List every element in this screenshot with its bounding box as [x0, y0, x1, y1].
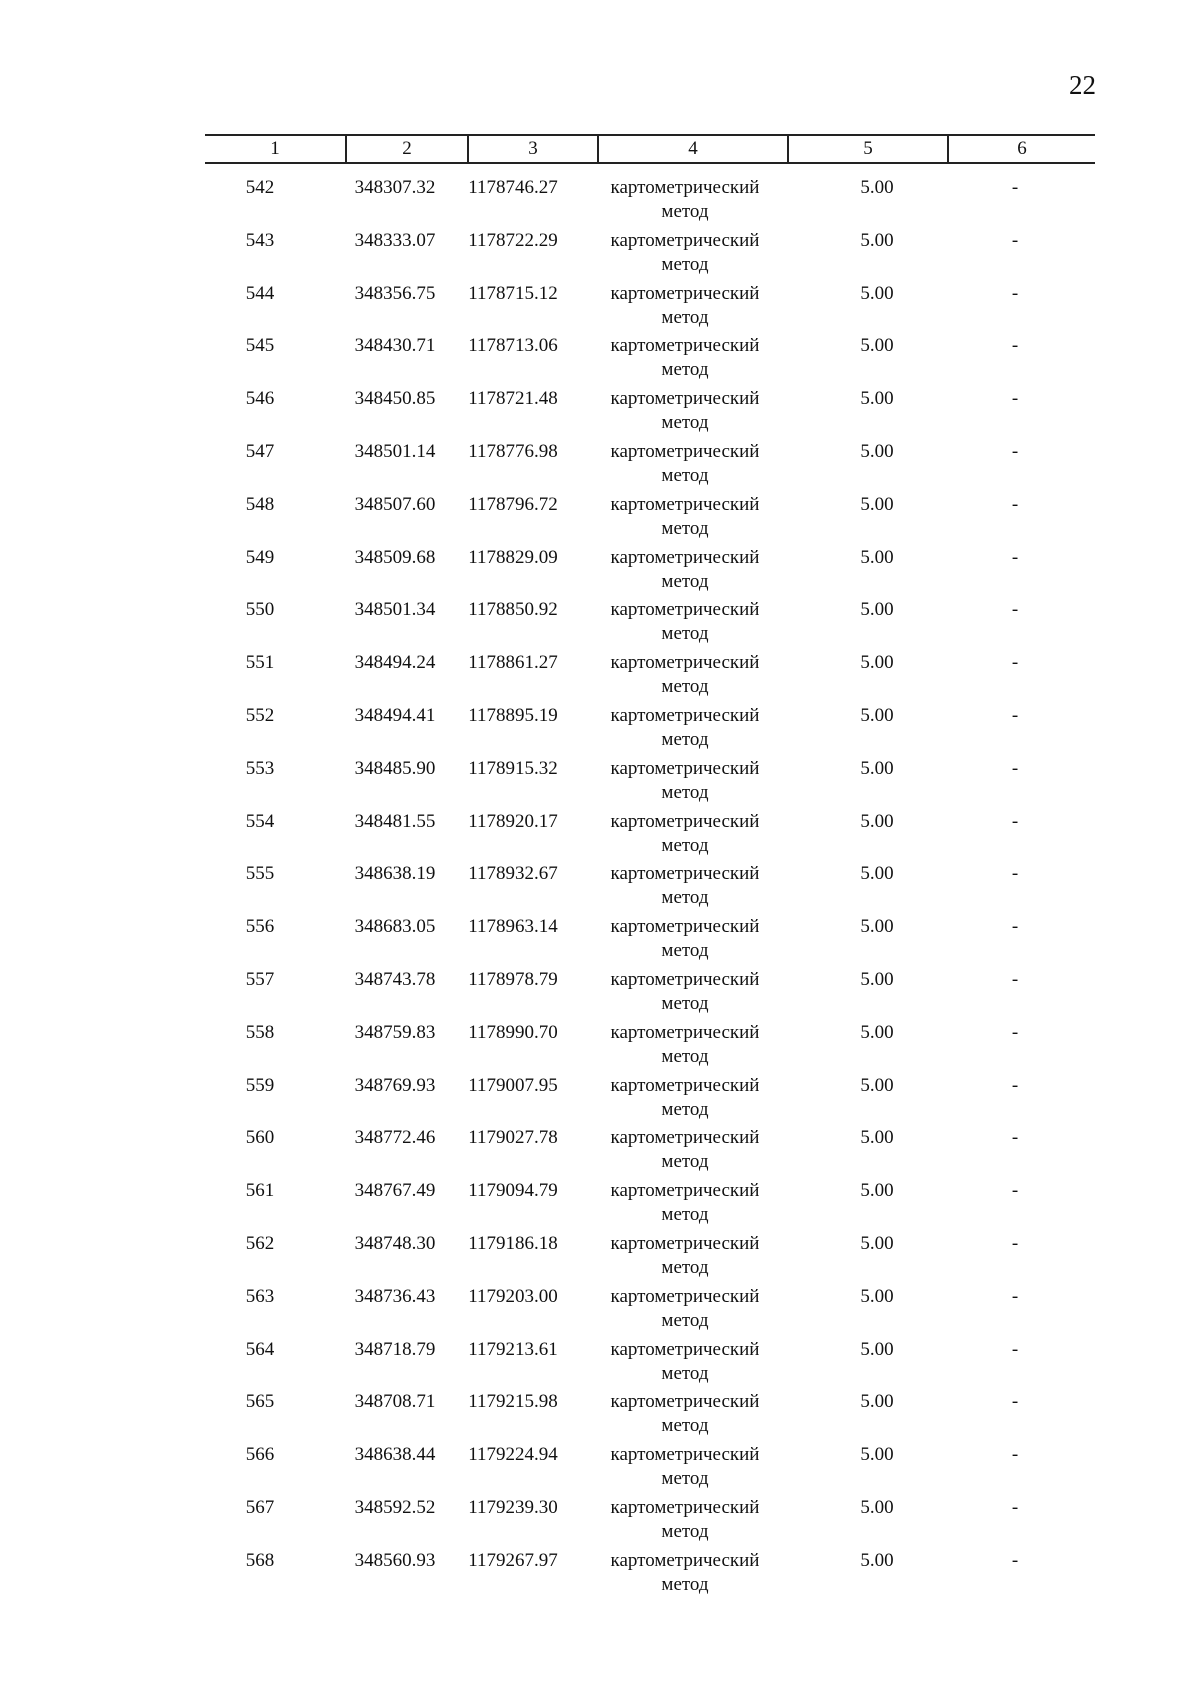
table-row: [205, 1443, 1095, 1496]
x-coordinate-cell: 348759.83: [354, 1021, 436, 1043]
accuracy-cell: 5.00: [860, 1496, 894, 1518]
point-number-cell: 546: [245, 388, 275, 410]
header-col-4: 4: [688, 138, 698, 159]
x-coordinate-cell: 348592.52: [354, 1496, 436, 1518]
y-coordinate-cell: 1178713.06: [468, 335, 558, 357]
x-coordinate-cell: 348509.68: [354, 546, 436, 568]
point-number-cell: 544: [245, 282, 275, 304]
point-number-cell: 550: [245, 599, 275, 621]
point-number-cell: 563: [245, 1285, 275, 1307]
method-cell: картометрический метод: [610, 1338, 760, 1384]
table-row: [205, 810, 1095, 863]
point-number-cell: 562: [245, 1232, 275, 1254]
method-cell: картометрический метод: [610, 968, 760, 1014]
method-cell: картометрический метод: [610, 1391, 760, 1437]
y-coordinate-cell: 1179215.98: [468, 1391, 558, 1413]
x-coordinate-cell: 348683.05: [354, 916, 436, 938]
method-cell: картометрический метод: [610, 282, 760, 328]
table-row: [205, 176, 1095, 229]
x-coordinate-cell: 348485.90: [354, 757, 436, 779]
point-number-cell: 554: [245, 810, 275, 832]
y-coordinate-cell: 1178978.79: [468, 968, 558, 990]
accuracy-cell: 5.00: [860, 282, 894, 304]
accuracy-cell: 5.00: [860, 229, 894, 251]
note-cell: -: [1011, 1021, 1019, 1043]
table-row: [205, 1021, 1095, 1074]
method-cell: картометрический метод: [610, 1285, 760, 1331]
y-coordinate-cell: 1178861.27: [468, 652, 558, 674]
accuracy-cell: 5.00: [860, 440, 894, 462]
method-cell: картометрический метод: [610, 1232, 760, 1278]
note-cell: -: [1011, 704, 1019, 726]
point-number-cell: 564: [245, 1338, 275, 1360]
point-number-cell: 559: [245, 1074, 275, 1096]
y-coordinate-cell: 1179094.79: [468, 1180, 558, 1202]
x-coordinate-cell: 348769.93: [354, 1074, 436, 1096]
y-coordinate-cell: 1179203.00: [468, 1285, 558, 1307]
table-row: [205, 546, 1095, 599]
y-coordinate-cell: 1178850.92: [468, 599, 558, 621]
y-coordinate-cell: 1179267.97: [468, 1549, 558, 1571]
accuracy-cell: 5.00: [860, 757, 894, 779]
table-row: [205, 1074, 1095, 1127]
table-row: [205, 968, 1095, 1021]
y-coordinate-cell: 1178963.14: [468, 916, 558, 938]
note-cell: -: [1011, 388, 1019, 410]
x-coordinate-cell: 348718.79: [354, 1338, 436, 1360]
x-coordinate-cell: 348748.30: [354, 1232, 436, 1254]
note-cell: -: [1011, 916, 1019, 938]
point-number-cell: 558: [245, 1021, 275, 1043]
y-coordinate-cell: 1179007.95: [468, 1074, 558, 1096]
y-coordinate-cell: 1178932.67: [468, 863, 558, 885]
point-number-cell: 553: [245, 757, 275, 779]
method-cell: картометрический метод: [610, 1074, 760, 1120]
accuracy-cell: 5.00: [860, 599, 894, 621]
table-row: [205, 1496, 1095, 1549]
method-cell: картометрический метод: [610, 1180, 760, 1226]
accuracy-cell: 5.00: [860, 388, 894, 410]
point-number-cell: 555: [245, 863, 275, 885]
x-coordinate-cell: 348307.32: [354, 177, 436, 198]
y-coordinate-cell: 1178920.17: [468, 810, 558, 832]
note-cell: -: [1011, 546, 1019, 568]
y-coordinate-cell: 1178721.48: [468, 388, 558, 410]
y-coordinate-cell: 1178746.27: [468, 177, 558, 198]
note-cell: -: [1011, 1391, 1019, 1413]
point-number-cell: 545: [245, 335, 275, 357]
y-coordinate-cell: 1179224.94: [468, 1444, 558, 1466]
note-cell: -: [1011, 1496, 1019, 1518]
accuracy-cell: 5.00: [860, 1391, 894, 1413]
note-cell: -: [1011, 863, 1019, 885]
table-body: [205, 176, 1095, 1602]
method-cell: картометрический метод: [610, 1021, 760, 1067]
point-number-cell: 567: [245, 1496, 275, 1518]
x-coordinate-cell: 348638.19: [354, 863, 436, 885]
table-row: [205, 440, 1095, 493]
accuracy-cell: 5.00: [860, 1021, 894, 1043]
table-row: [205, 493, 1095, 546]
accuracy-cell: 5.00: [860, 968, 894, 990]
note-cell: -: [1011, 335, 1019, 357]
table-row: [205, 1232, 1095, 1285]
table-row: [205, 1549, 1095, 1602]
point-number-cell: 566: [245, 1444, 275, 1466]
y-coordinate-cell: 1179027.78: [468, 1127, 558, 1149]
x-coordinate-cell: 348708.71: [354, 1391, 436, 1413]
y-coordinate-cell: 1178796.72: [468, 493, 558, 515]
x-coordinate-cell: 348501.34: [354, 599, 436, 621]
table-row: [205, 1179, 1095, 1232]
y-coordinate-cell: 1178776.98: [468, 440, 558, 462]
x-coordinate-cell: 348333.07: [354, 229, 436, 251]
accuracy-cell: 5.00: [860, 1338, 894, 1360]
method-cell: картометрический метод: [610, 863, 760, 909]
point-number-cell: 542: [245, 177, 275, 198]
table-row: [205, 229, 1095, 282]
table-row: [205, 1390, 1095, 1443]
x-coordinate-cell: 348767.49: [354, 1180, 436, 1202]
method-cell: картометрический метод: [610, 652, 760, 698]
table-header: [205, 134, 1095, 164]
method-cell: картометрический метод: [610, 1549, 760, 1595]
y-coordinate-cell: 1178990.70: [468, 1021, 558, 1043]
accuracy-cell: 5.00: [860, 546, 894, 568]
point-number-cell: 551: [245, 652, 275, 674]
method-cell: картометрический метод: [610, 1127, 760, 1173]
accuracy-cell: 5.00: [860, 1232, 894, 1254]
table-row: [205, 387, 1095, 440]
table-row: [205, 282, 1095, 335]
method-cell: картометрический метод: [610, 388, 760, 434]
accuracy-cell: 5.00: [860, 1444, 894, 1466]
note-cell: -: [1011, 599, 1019, 621]
point-number-cell: 561: [245, 1180, 275, 1202]
table-row: [205, 915, 1095, 968]
x-coordinate-cell: 348494.24: [354, 652, 436, 674]
note-cell: -: [1011, 1444, 1019, 1466]
table-row: [205, 862, 1095, 915]
table-row: [205, 598, 1095, 651]
point-number-cell: 565: [245, 1391, 275, 1413]
x-coordinate-cell: 348430.71: [354, 335, 436, 357]
note-cell: -: [1011, 810, 1019, 832]
method-cell: картометрический метод: [610, 810, 760, 856]
x-coordinate-cell: 348501.14: [354, 440, 436, 462]
accuracy-cell: 5.00: [860, 177, 894, 198]
table-row: [205, 651, 1095, 704]
x-coordinate-cell: 348638.44: [354, 1444, 436, 1466]
x-coordinate-cell: 348356.75: [354, 282, 436, 304]
accuracy-cell: 5.00: [860, 704, 894, 726]
method-cell: картометрический метод: [610, 177, 760, 222]
x-coordinate-cell: 348743.78: [354, 968, 436, 990]
method-cell: картометрический метод: [610, 493, 760, 539]
x-coordinate-cell: 348481.55: [354, 810, 436, 832]
x-coordinate-cell: 348450.85: [354, 388, 436, 410]
note-cell: -: [1011, 1180, 1019, 1202]
y-coordinate-cell: 1179186.18: [468, 1232, 558, 1254]
y-coordinate-cell: 1178895.19: [468, 704, 558, 726]
note-cell: -: [1011, 229, 1019, 251]
point-number-cell: 552: [245, 704, 275, 726]
y-coordinate-cell: 1178722.29: [468, 229, 558, 251]
accuracy-cell: 5.00: [860, 335, 894, 357]
table-row: [205, 704, 1095, 757]
method-cell: картометрический метод: [610, 916, 760, 962]
point-number-cell: 556: [245, 916, 275, 938]
table-row: [205, 1285, 1095, 1338]
header-col-2: 2: [402, 138, 412, 159]
point-number-cell: 557: [245, 968, 275, 990]
y-coordinate-cell: 1178915.32: [468, 757, 558, 779]
point-number-cell: 548: [245, 493, 275, 515]
y-coordinate-cell: 1179213.61: [468, 1338, 558, 1360]
method-cell: картометрический метод: [610, 440, 760, 486]
method-cell: картометрический метод: [610, 704, 760, 750]
accuracy-cell: 5.00: [860, 863, 894, 885]
method-cell: картометрический метод: [610, 546, 760, 592]
method-cell: картометрический метод: [610, 335, 760, 381]
accuracy-cell: 5.00: [860, 1549, 894, 1571]
note-cell: -: [1011, 1285, 1019, 1307]
note-cell: -: [1011, 1338, 1019, 1360]
coordinates-table: [205, 134, 1095, 1602]
accuracy-cell: 5.00: [860, 652, 894, 674]
note-cell: -: [1011, 440, 1019, 462]
note-cell: -: [1011, 1232, 1019, 1254]
note-cell: -: [1011, 1074, 1019, 1096]
y-coordinate-cell: 1178829.09: [468, 546, 558, 568]
method-cell: картометрический метод: [610, 599, 760, 645]
table-row: [205, 1338, 1095, 1391]
method-cell: картометрический метод: [610, 757, 760, 803]
page-number: 22: [1069, 70, 1096, 100]
header-col-5: 5: [863, 138, 873, 159]
header-col-3: 3: [528, 138, 538, 159]
x-coordinate-cell: 348736.43: [354, 1285, 436, 1307]
note-cell: -: [1011, 652, 1019, 674]
method-cell: картометрический метод: [610, 1444, 760, 1490]
note-cell: -: [1011, 1127, 1019, 1149]
table-row: [205, 757, 1095, 810]
x-coordinate-cell: 348560.93: [354, 1549, 436, 1571]
note-cell: -: [1011, 968, 1019, 990]
note-cell: -: [1011, 177, 1019, 198]
x-coordinate-cell: 348494.41: [354, 704, 436, 726]
y-coordinate-cell: 1179239.30: [468, 1496, 558, 1518]
accuracy-cell: 5.00: [860, 1285, 894, 1307]
accuracy-cell: 5.00: [860, 810, 894, 832]
note-cell: -: [1011, 1549, 1019, 1571]
method-cell: картометрический метод: [610, 1496, 760, 1542]
accuracy-cell: 5.00: [860, 1180, 894, 1202]
accuracy-cell: 5.00: [860, 916, 894, 938]
table-row: [205, 1126, 1095, 1179]
accuracy-cell: 5.00: [860, 1074, 894, 1096]
header-col-1: 1: [270, 138, 280, 159]
x-coordinate-cell: 348507.60: [354, 493, 436, 515]
accuracy-cell: 5.00: [860, 1127, 894, 1149]
note-cell: -: [1011, 757, 1019, 779]
point-number-cell: 568: [245, 1549, 275, 1571]
accuracy-cell: 5.00: [860, 493, 894, 515]
y-coordinate-cell: 1178715.12: [468, 282, 558, 304]
x-coordinate-cell: 348772.46: [354, 1127, 436, 1149]
point-number-cell: 547: [245, 440, 275, 462]
table-row: [205, 334, 1095, 387]
note-cell: -: [1011, 493, 1019, 515]
method-cell: картометрический метод: [610, 229, 760, 275]
note-cell: -: [1011, 282, 1019, 304]
header-col-6: 6: [1017, 138, 1027, 159]
point-number-cell: 560: [245, 1127, 275, 1149]
point-number-cell: 549: [245, 546, 275, 568]
point-number-cell: 543: [245, 229, 275, 251]
